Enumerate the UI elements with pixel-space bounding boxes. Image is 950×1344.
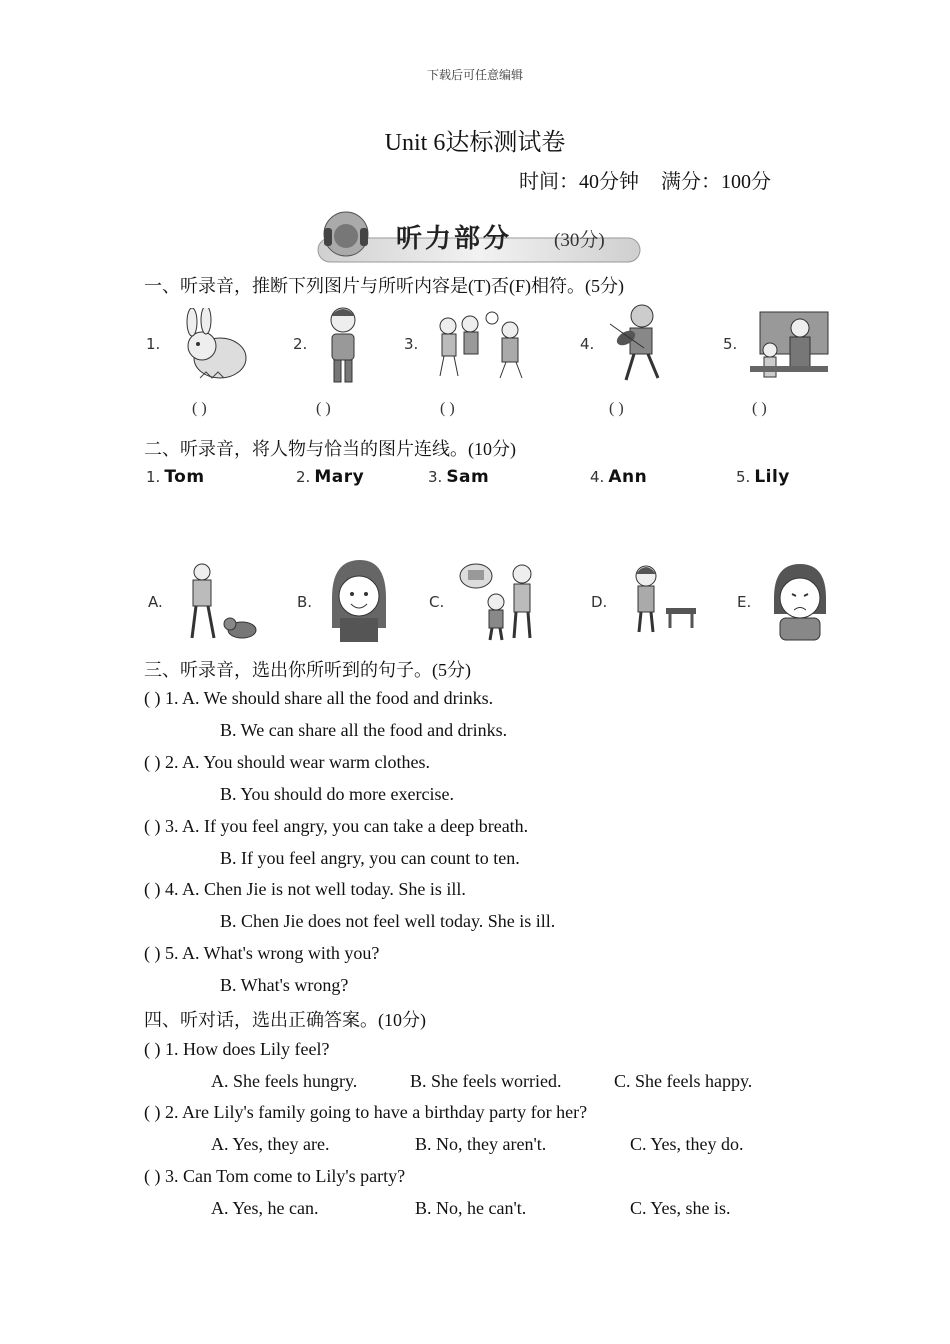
exam-time: 时间：40分钟 <box>519 171 639 193</box>
part2-name-2[interactable] <box>296 467 364 487</box>
part4-heading: 四、听对话，选出正确答案。(10分) <box>144 1010 426 1030</box>
teacher-board-icon <box>750 306 830 384</box>
part1-heading: 一、听录音，推断下列图片与所听内容是(T)否(F)相符。(5分) <box>144 276 624 296</box>
exam-meta <box>519 165 771 194</box>
part1-num-2: 2. <box>293 335 308 353</box>
exam-score: 满分：100分 <box>661 171 771 193</box>
option-a: 3. A. If you feel angry, you can take a deep breath. <box>165 816 529 836</box>
man-with-dog-icon <box>180 562 262 644</box>
part4-q1-option-c: C. She feels happy. <box>614 1071 753 1091</box>
part4-q3-option-c: C. Yes, she is. <box>630 1198 731 1218</box>
part2-name-3[interactable] <box>428 467 489 487</box>
question-text: 1. How does Lily feel? <box>165 1039 330 1059</box>
part2-name-text: Tom <box>164 467 205 487</box>
part2-name-num: 4. <box>590 468 605 486</box>
part3-item-3-b: B. If you feel angry, you can count to ten. <box>220 848 520 868</box>
part2-name-text: Mary <box>314 467 365 487</box>
part2-name-num: 1. <box>146 468 161 486</box>
headphones-icon <box>324 212 368 256</box>
part1-num-3: 3. <box>404 335 419 353</box>
part2-letter-a[interactable]: A. <box>148 593 163 611</box>
part2-name-4[interactable] <box>590 467 647 487</box>
part1-num-1: 1. <box>146 335 161 353</box>
part4-q1-option-b: B. She feels worried. <box>410 1071 562 1091</box>
girl-and-bench-icon <box>626 562 700 636</box>
answer-blank[interactable]: ( ) <box>144 688 161 708</box>
part3-item-5-a <box>144 943 379 964</box>
option-a: 1. A. We should share all the food and drinks. <box>165 688 494 708</box>
question-text: 3. Can Tom come to Lily's party? <box>165 1166 406 1186</box>
option-a: 5. A. What's wrong with you? <box>165 943 380 963</box>
part4-q2-option-a: A. Yes, they are. <box>211 1134 330 1154</box>
part1-blank-1[interactable]: ( ) <box>192 400 207 417</box>
part1-blank-2[interactable]: ( ) <box>316 400 331 417</box>
option-a: 2. A. You should wear warm clothes. <box>165 752 430 772</box>
part2-name-5[interactable] <box>736 467 790 487</box>
kids-playing-icon <box>430 310 530 382</box>
part2-heading: 二、听录音，将人物与恰当的图片连线。(10分) <box>144 439 516 459</box>
part4-q3-option-b: B. No, he can't. <box>415 1198 527 1218</box>
answer-blank[interactable]: ( ) <box>144 1102 161 1122</box>
part1-blank-5[interactable]: ( ) <box>752 400 767 417</box>
boy-and-girl-icon <box>456 560 540 642</box>
part3-item-2-a <box>144 752 430 773</box>
part4-q2-option-c: C. Yes, they do. <box>630 1134 744 1154</box>
part2-name-text: Ann <box>608 467 648 487</box>
banner-points: (30分) <box>554 230 605 251</box>
part1-blank-3[interactable]: ( ) <box>440 400 455 417</box>
part3-item-5-b: B. What's wrong? <box>220 975 349 995</box>
answer-blank[interactable]: ( ) <box>144 1166 161 1186</box>
part4-q2-option-b: B. No, they aren't. <box>415 1134 547 1154</box>
part4-q3-option-a: A. Yes, he can. <box>211 1198 319 1218</box>
part3-item-3-a <box>144 816 528 837</box>
part3-item-2-b: B. You should do more exercise. <box>220 784 454 804</box>
part4-question-2 <box>144 1102 587 1123</box>
part1-num-4: 4. <box>580 335 595 353</box>
part3-item-4-b: B. Chen Jie does not feel well today. She is ill. <box>220 911 556 931</box>
part2-name-text: Sam <box>446 467 490 487</box>
part2-name-num: 5. <box>736 468 751 486</box>
answer-blank[interactable]: ( ) <box>144 943 161 963</box>
header-note: 下载后可任意编辑 <box>426 68 523 82</box>
part1-blank-4[interactable]: ( ) <box>609 400 624 417</box>
part3-item-4-a <box>144 879 466 900</box>
part2-name-1[interactable] <box>146 467 205 487</box>
answer-blank[interactable]: ( ) <box>144 1039 161 1059</box>
rabbit-icon <box>170 308 258 386</box>
part2-letter-b[interactable]: B. <box>297 593 313 611</box>
part2-name-num: 2. <box>296 468 311 486</box>
part4-question-1 <box>144 1039 329 1060</box>
part2-name-num: 3. <box>428 468 443 486</box>
violin-player-icon <box>604 302 670 386</box>
option-a: 4. A. Chen Jie is not well today. She is ill. <box>165 879 466 899</box>
question-text: 2. Are Lily's family going to have a birthday party for her? <box>165 1102 588 1122</box>
part3-item-1-b: B. We can share all the food and drinks. <box>220 720 508 740</box>
part3-item-1-a <box>144 688 493 709</box>
part2-letter-e[interactable]: E. <box>737 593 752 611</box>
banner-title: 听力部分 <box>396 224 513 254</box>
worried-girl-icon <box>770 562 830 642</box>
part2-letter-c[interactable]: C. <box>429 593 445 611</box>
part4-question-3 <box>144 1166 405 1187</box>
answer-blank[interactable]: ( ) <box>144 816 161 836</box>
boy-icon <box>318 304 368 386</box>
part2-letter-d[interactable]: D. <box>591 593 608 611</box>
part1-num-5: 5. <box>723 335 738 353</box>
page-title: Unit 6达标测试卷 <box>384 130 566 156</box>
part2-name-text: Lily <box>754 467 790 487</box>
answer-blank[interactable]: ( ) <box>144 879 161 899</box>
answer-blank[interactable]: ( ) <box>144 752 161 772</box>
part4-q1-option-a: A. She feels hungry. <box>211 1071 358 1091</box>
part3-heading: 三、听录音，选出你所听到的句子。(5分) <box>144 660 471 680</box>
smiling-girl-icon <box>326 558 386 644</box>
